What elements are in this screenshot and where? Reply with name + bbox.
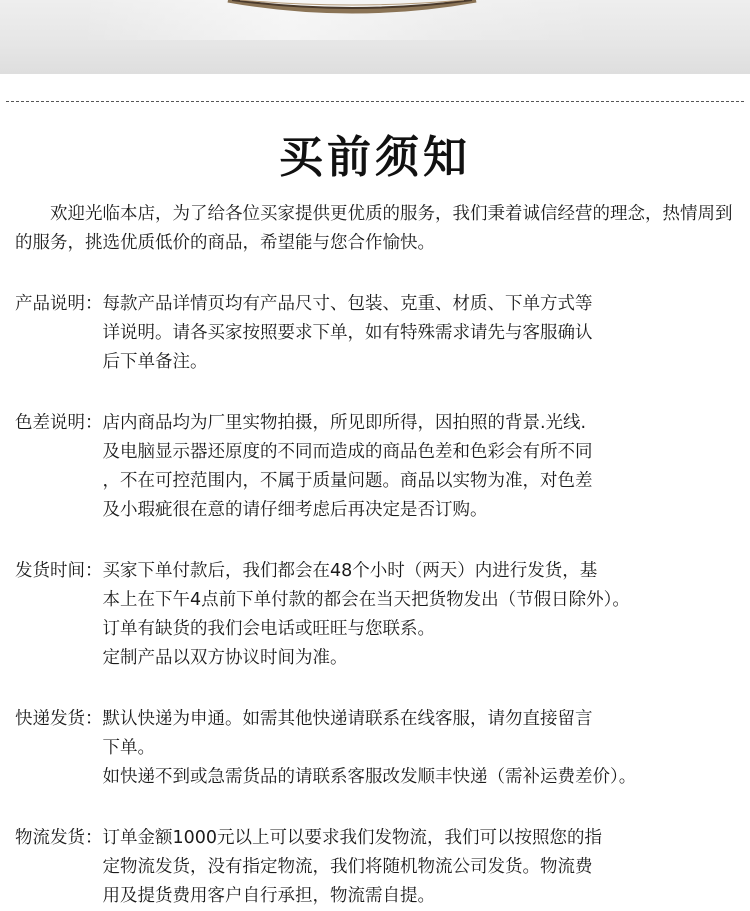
section-label: 产品说明： — [15, 294, 103, 314]
section-line: 定制产品以双方协议时间为准。 — [102, 648, 348, 668]
section-body — [103, 824, 738, 911]
notice-content — [15, 200, 737, 911]
section-line: 本上在下午4点前下单付款的都会在当天把货物发出（节假日除外）。 — [102, 590, 630, 610]
page-title: 买前须知 — [279, 132, 471, 183]
section-logistics-delivery — [15, 824, 737, 911]
product-photo-crop — [0, 0, 750, 74]
section-label: 物流发货： — [15, 828, 103, 848]
section-label: 发货时间： — [15, 561, 103, 581]
section-line: 买家下单付款后，我们都会在48个小时（两天）内进行发货，基 — [102, 561, 598, 581]
section-line: 订单有缺货的我们会电话或旺旺与您联系。 — [102, 619, 435, 639]
section-color-difference — [15, 409, 737, 525]
section-shipping-time — [15, 557, 737, 673]
section-line: 及小瑕疵很在意的请仔细考虑后再决定是否订购。 — [102, 500, 488, 520]
section-line: 后下单备注。 — [102, 352, 208, 372]
section-line: 订单金额1000元以上可以要求我们发物流，我们可以按照您的指 — [102, 828, 603, 848]
intro-paragraph: 欢迎光临本店，为了给各位买家提供更优质的服务，我们秉着诚信经营的理念，热情周到的服务，挑选优质低价的商品，希望能与您合作愉快。 — [15, 204, 733, 253]
section-line: 每款产品详情页均有产品尺寸、包装、克重、材质、下单方式等 — [102, 294, 593, 314]
section-line: 详说明。请各买家按照要求下单，如有特殊需求请先与客服确认 — [102, 323, 593, 343]
product-ring-image — [0, 0, 750, 74]
section-express-delivery — [15, 705, 737, 792]
section-label: 色差说明： — [15, 413, 103, 433]
section-line: 默认快递为申通。如需其他快递请联系在线客服，请勿直接留言 — [102, 709, 593, 729]
section-line: 及电脑显示器还原度的不同而造成的商品色差和色彩会有所不同 — [102, 442, 593, 462]
section-line: 店内商品均为厂里实物拍摄，所见即所得，因拍照的背景.光线. — [102, 413, 587, 433]
section-line: 定物流发货，没有指定物流，我们将随机物流公司发货。物流费 — [102, 857, 593, 877]
section-line: 用及提货费用客户自行承担，物流需自提。 — [102, 886, 435, 906]
section-label: 快递发货： — [15, 709, 103, 729]
section-product-description — [15, 290, 737, 377]
section-body — [103, 557, 738, 673]
section-line: 下单。 — [102, 738, 155, 758]
section-body — [103, 290, 738, 377]
section-body — [103, 409, 738, 525]
dashed-divider — [6, 101, 744, 102]
section-line: ，不在可控范围内，不属于质量问题。商品以实物为准，对色差 — [102, 471, 593, 491]
section-line: 如快递不到或急需货品的请联系客服改发顺丰快递（需补运费差价）。 — [102, 767, 637, 787]
section-body — [103, 705, 738, 792]
